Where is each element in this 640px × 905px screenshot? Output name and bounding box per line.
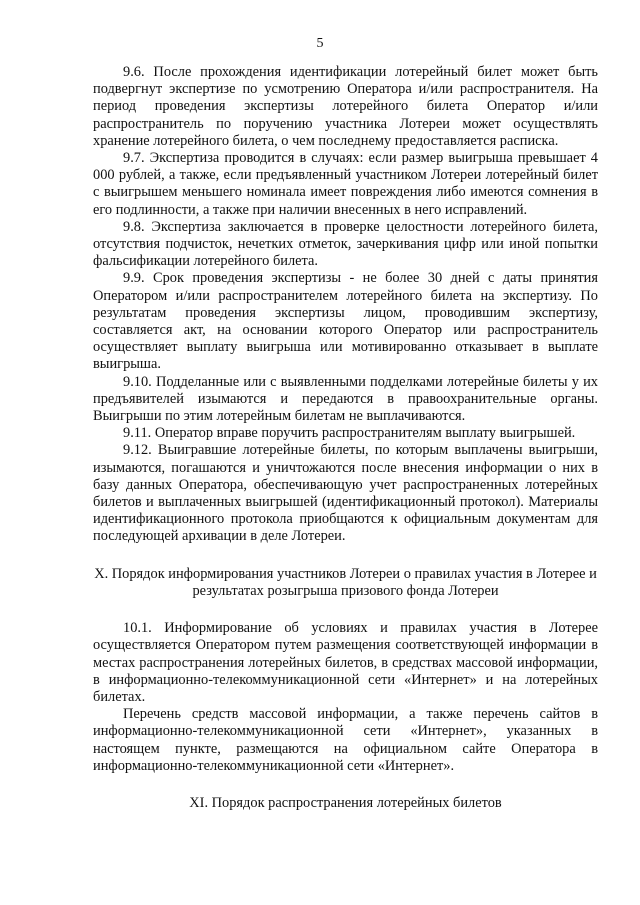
paragraph-10-1-media-list: Перечень средств массовой информации, а также перечень сайтов в информационно-телекоммуникационной сети «Интернет», указанных в настоящем пункте, размещаются на официальном сайте Оператора в информационно-телекоммуникационной сети «Интернет». bbox=[93, 706, 598, 774]
paragraph-9-11: 9.11. Оператор вправе поручить распространителям выплату выигрышей. bbox=[123, 425, 576, 442]
paragraph-9-6: 9.6. После прохождения идентификации лотерейный билет может быть подвергнут экспертизе по усмотрению Оператора и/или распространителя. На период проведения экспертизы лотерейного билета Оператор и/или распространитель по поручению участника Лотереи может осуществлять хранение лотерейного билета, о чем последнему предоставляется расписка. bbox=[93, 64, 598, 149]
paragraph-9-10: 9.10. Подделанные или с выявленными подделками лотерейные билеты у их предъявителей изымаются и передаются в правоохранительные органы. Выигрыши по этим лотерейным билетам не выплачиваются. bbox=[93, 373, 598, 425]
section-heading-x: X. Порядок информирования участников Лотереи о правилах участия в Лотерее и результатах розыгрыша призового фонда Лотереи bbox=[94, 565, 597, 599]
document-body bbox=[93, 64, 598, 812]
page-number: 5 bbox=[316, 36, 324, 51]
paragraph-9-7: 9.7. Экспертиза проводится в случаях: если размер выигрыша превышает 4 000 рублей, а также, если предъявленный участником Лотереи лотерейный билет с выигрышем меньшего номинала имеет повреждения либо имеются сомнения в его подлинности, а также при наличии внесенных в него исправлений. bbox=[93, 150, 598, 218]
paragraph-9-9: 9.9. Срок проведения экспертизы - не более 30 дней с даты принятия Оператором и/или распространителем лотерейного билета на экспертизу. По результатам проведения экспертизы лицом, проводившим экспертизу, составляется акт, на основании которого Оператор или распространитель осуществляет выплату выигрыша или мотивированно отказывает в выплате выигрыша. bbox=[93, 270, 598, 373]
paragraph-9-12: 9.12. Выигравшие лотерейные билеты, по которым выплачены выигрыши, изымаются, погашаются и уничтожаются после внесения информации о них в базу данных Оператора, обеспечивающую учет распространенных лотерейных билетов и выплаченных выигрышей (идентификационный протокол). Материалы идентификационного протокола приобщаются к официальным документам для последующей архивации в деле Лотереи. bbox=[93, 442, 598, 545]
paragraph-10-1: 10.1. Информирование об условиях и правилах участия в Лотерее осуществляется Оператором путем размещения соответствующей информации в местах распространения лотерейных билетов, в средствах массовой информации, в информационно-телекоммуникационной сети «Интернет» и на лотерейных билетах. bbox=[93, 620, 598, 705]
section-heading-xi: XI. Порядок распространения лотерейных билетов bbox=[189, 794, 502, 811]
paragraph-9-8: 9.8. Экспертиза заключается в проверке целостности лотерейного билета, отсутствия подчисток, нечетких отметок, зачеркивания цифр или иной попытки фальсификации лотерейного билета. bbox=[93, 218, 598, 270]
